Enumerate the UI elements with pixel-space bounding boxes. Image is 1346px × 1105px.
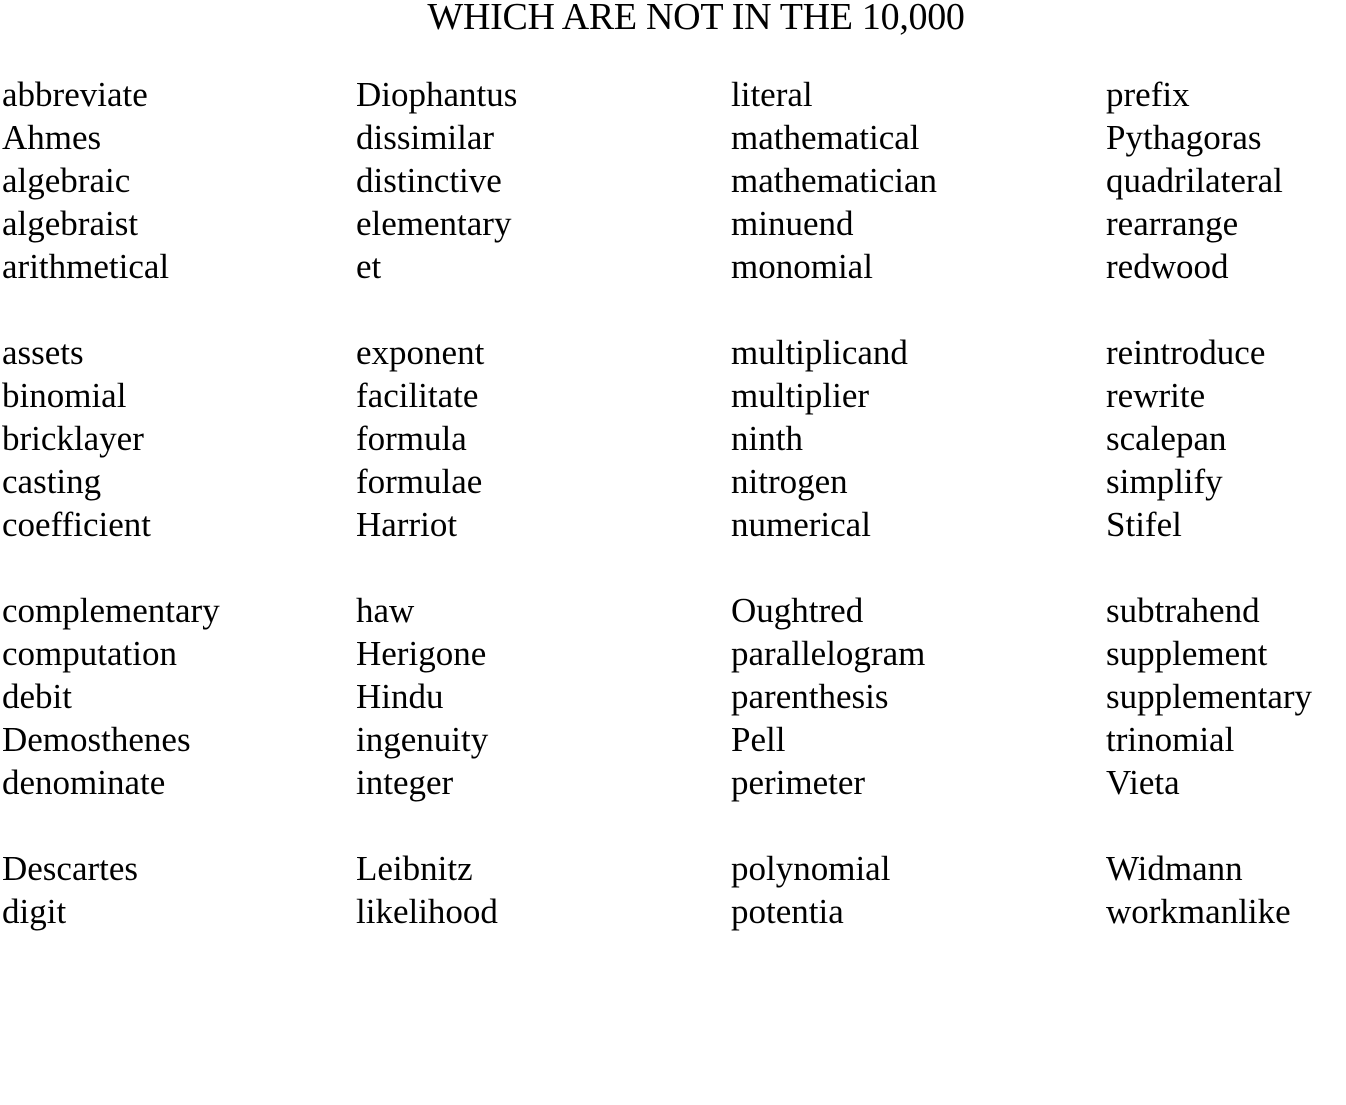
word-item: Herigone	[356, 634, 487, 673]
word-item: Demosthenes	[2, 720, 191, 759]
word-item: dissimilar	[356, 118, 495, 157]
word-item: literal	[731, 75, 813, 114]
word-item: formulae	[356, 462, 483, 501]
word-item: Widmann	[1106, 849, 1243, 888]
word-item: Harriot	[356, 505, 458, 544]
word-group	[731, 589, 937, 804]
word-item: complementary	[2, 591, 220, 630]
word-item: multiplicand	[731, 333, 908, 372]
word-item: supplementary	[1106, 677, 1313, 716]
word-item: nitrogen	[731, 462, 848, 501]
word-item: prefix	[1106, 75, 1190, 114]
word-item: Pell	[731, 720, 786, 759]
word-column-2	[356, 73, 517, 1105]
word-item: numerical	[731, 505, 871, 544]
word-item: bricklayer	[2, 419, 144, 458]
word-item: algebraist	[2, 204, 139, 243]
word-group	[356, 589, 517, 804]
word-group	[356, 331, 517, 546]
word-group	[356, 73, 517, 288]
word-item: haw	[356, 591, 415, 630]
word-item: reintroduce	[1106, 333, 1266, 372]
word-item: ninth	[731, 419, 803, 458]
word-item: Pythagoras	[1106, 118, 1262, 157]
word-item: parallelogram	[731, 634, 926, 673]
word-item: perimeter	[731, 763, 866, 802]
word-group	[2, 331, 220, 546]
word-item: mathematician	[731, 161, 938, 200]
word-item: mathematical	[731, 118, 920, 157]
word-item: et	[356, 247, 382, 286]
word-item: formula	[356, 419, 467, 458]
word-item: redwood	[1106, 247, 1229, 286]
word-item: elementary	[356, 204, 512, 243]
word-item: minuend	[731, 204, 854, 243]
word-group	[1106, 73, 1312, 288]
word-item: supplement	[1106, 634, 1268, 673]
word-item: Stifel	[1106, 505, 1182, 544]
word-item: Vieta	[1106, 763, 1180, 802]
word-item: scalepan	[1106, 419, 1227, 458]
word-item: assets	[2, 333, 84, 372]
word-column-4	[1106, 73, 1312, 1105]
word-item: facilitate	[356, 376, 479, 415]
word-item: distinctive	[356, 161, 502, 200]
word-group	[1106, 847, 1312, 1062]
word-item: Ahmes	[2, 118, 102, 157]
word-item: Leibnitz	[356, 849, 473, 888]
word-item: Diophantus	[356, 75, 518, 114]
word-item: coefficient	[2, 505, 151, 544]
word-item: arithmetical	[2, 247, 170, 286]
word-item: exponent	[356, 333, 485, 372]
word-group	[731, 331, 937, 546]
word-item: binomial	[2, 376, 127, 415]
word-group	[2, 589, 220, 804]
word-group	[1106, 331, 1312, 546]
word-item: subtrahend	[1106, 591, 1260, 630]
word-item: quadrilateral	[1106, 161, 1283, 200]
word-item: integer	[356, 763, 454, 802]
word-item: Hindu	[356, 677, 444, 716]
word-item: polynomial	[731, 849, 891, 888]
word-item: rewrite	[1106, 376, 1206, 415]
word-item: monomial	[731, 247, 873, 286]
word-column-3	[731, 73, 937, 1105]
word-item: simplify	[1106, 462, 1223, 501]
word-item: computation	[2, 634, 177, 673]
word-item: algebraic	[2, 161, 131, 200]
word-item: parenthesis	[731, 677, 889, 716]
word-item: likelihood	[356, 892, 498, 931]
word-group	[2, 73, 220, 288]
word-group	[356, 847, 517, 1062]
page-title: WHICH ARE NOT IN THE 10,000	[427, 0, 965, 38]
word-item: debit	[2, 677, 72, 716]
word-column-1	[2, 73, 220, 1105]
word-group	[731, 847, 937, 1062]
word-item: digit	[2, 892, 67, 931]
word-item: trinomial	[1106, 720, 1235, 759]
word-item: workmanlike	[1106, 892, 1291, 931]
word-group	[1106, 589, 1312, 804]
word-item: Descartes	[2, 849, 139, 888]
word-item: potentia	[731, 892, 844, 931]
word-item: ingenuity	[356, 720, 489, 759]
word-item: denominate	[2, 763, 166, 802]
word-group	[2, 847, 220, 1062]
word-item: rearrange	[1106, 204, 1239, 243]
word-item: Oughtred	[731, 591, 864, 630]
word-group	[731, 73, 937, 288]
word-item: multiplier	[731, 376, 870, 415]
word-item: abbreviate	[2, 75, 148, 114]
word-item: casting	[2, 462, 102, 501]
